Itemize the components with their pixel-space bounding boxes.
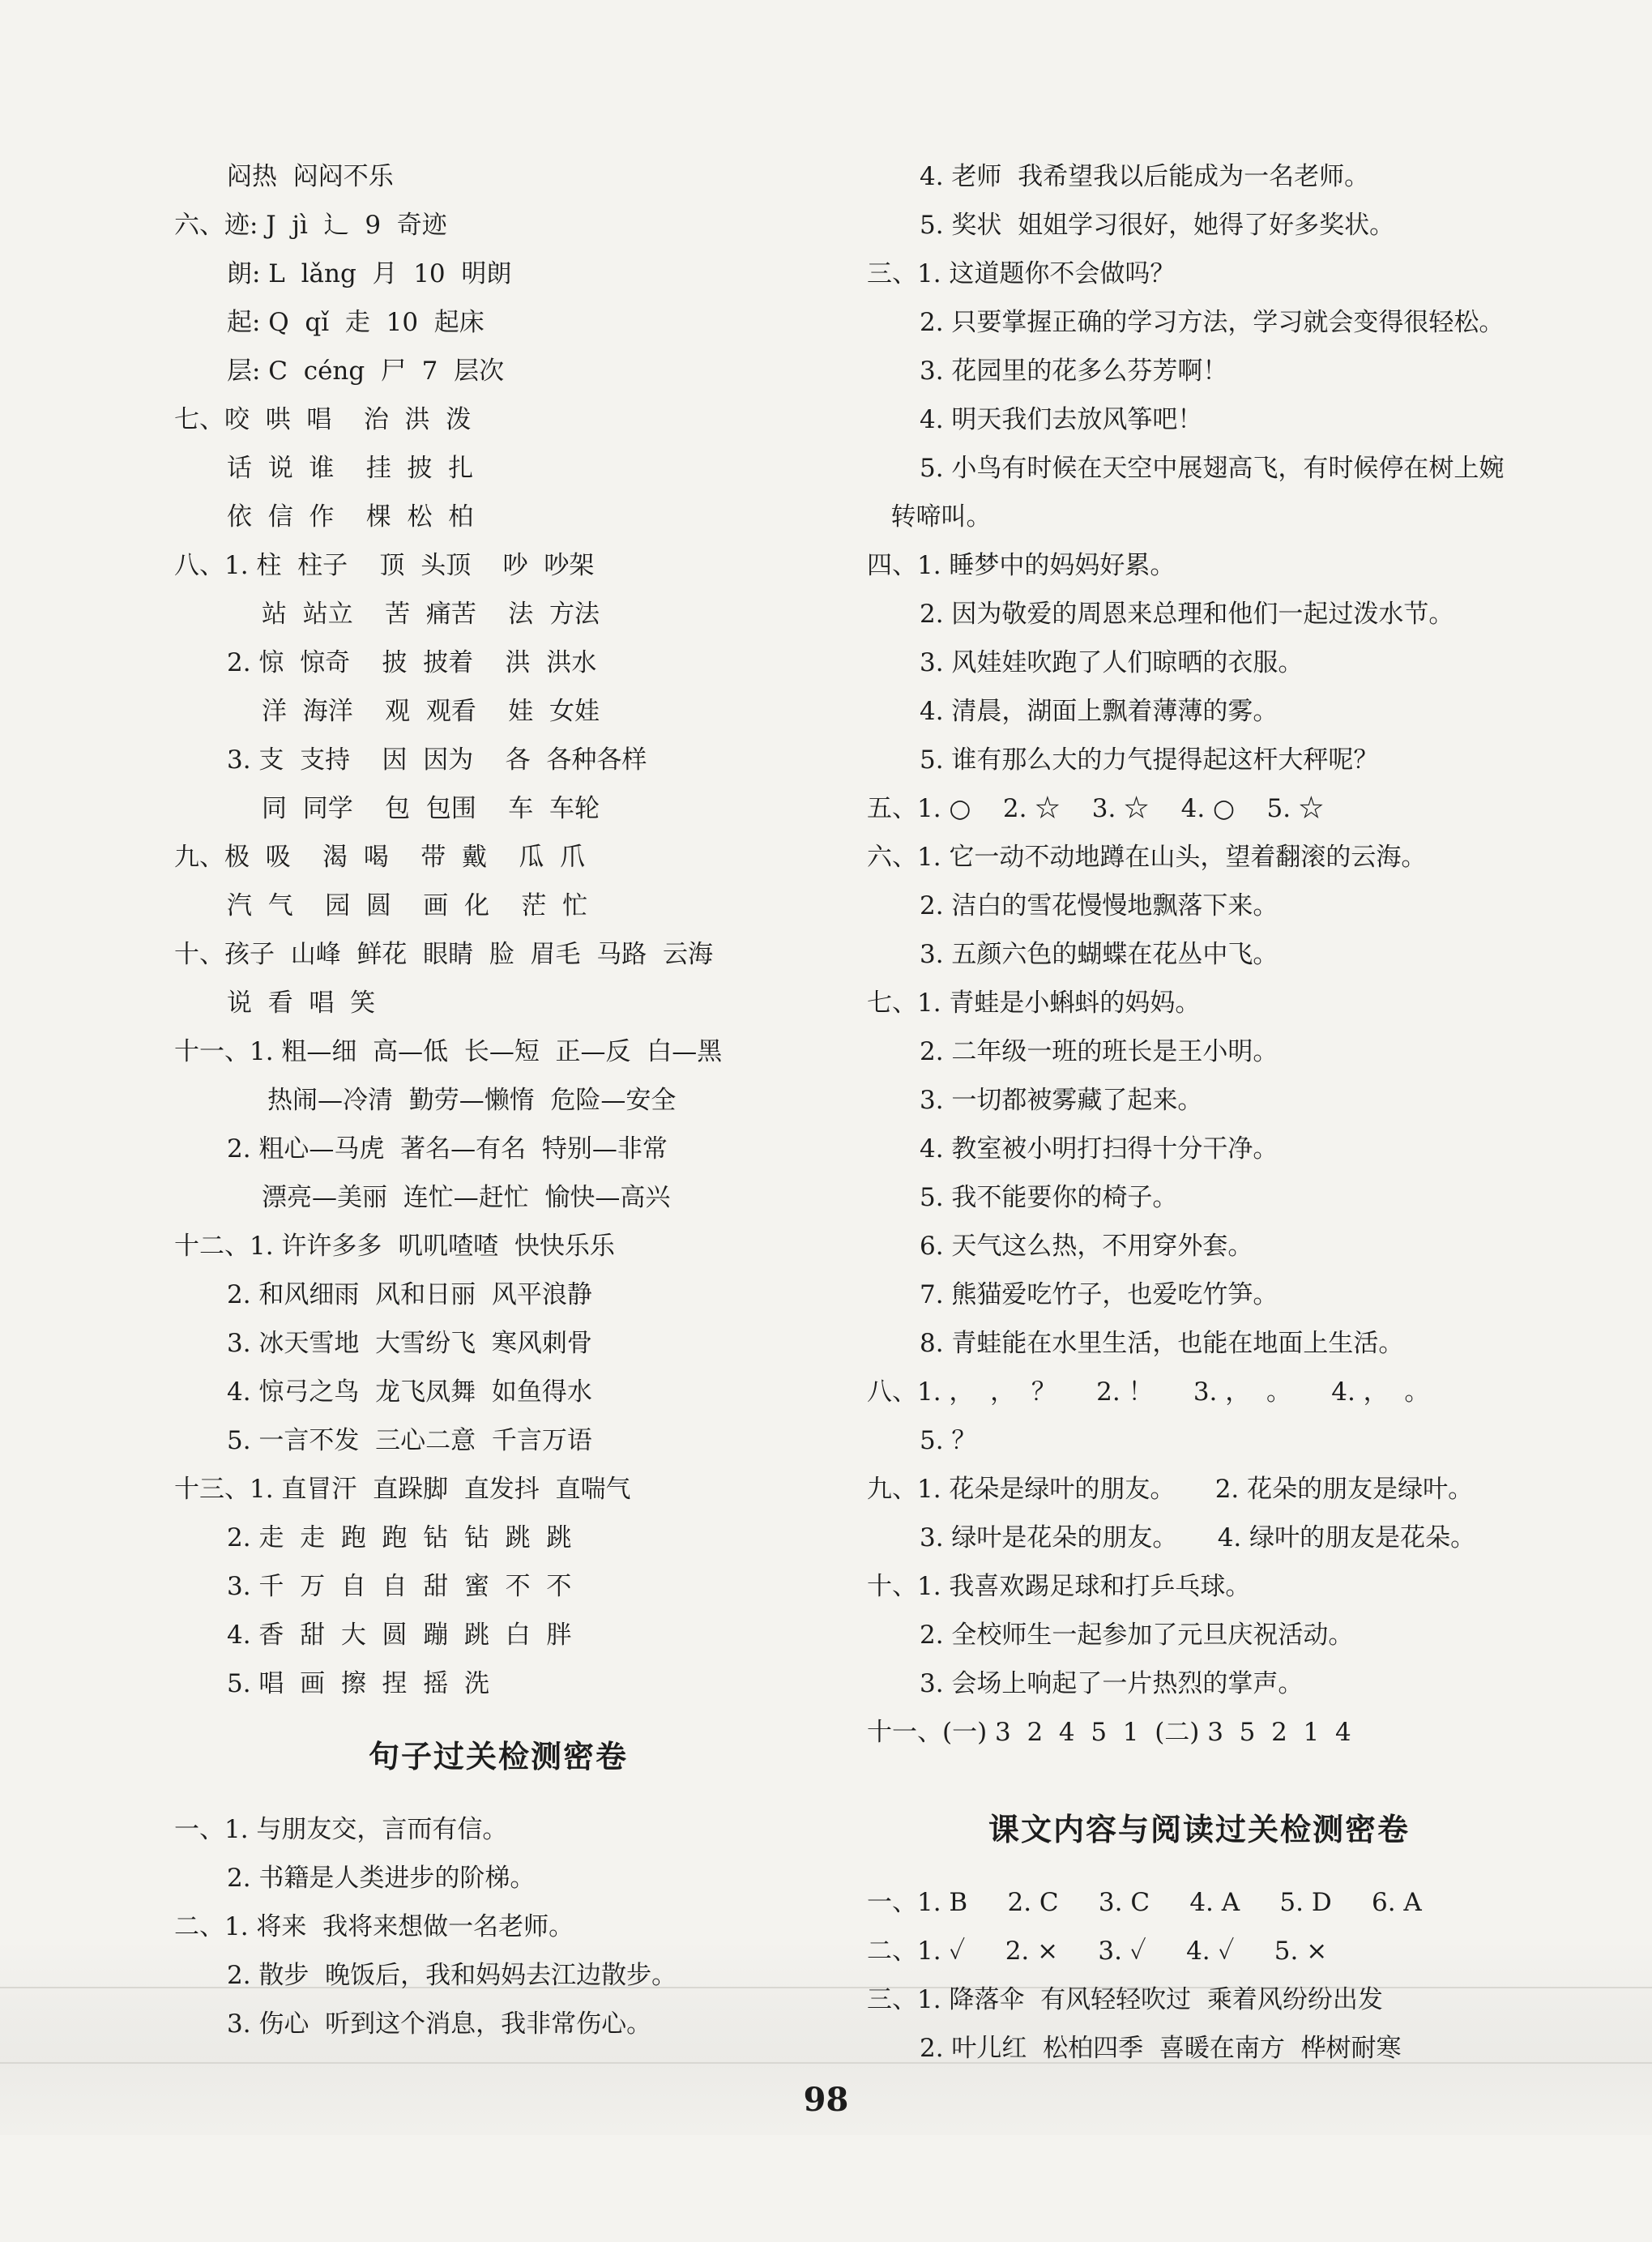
answer-line: 八、1. 柱 柱子 顶 头顶 吵 吵架 — [174, 551, 595, 580]
answer-line: 转啼叫。 — [867, 502, 992, 532]
left-column — [174, 152, 822, 2048]
answer-line: 2. 因为敬爱的周恩来总理和他们一起过泼水节。 — [920, 600, 1454, 629]
section-title-sentences: 句子过关检测密卷 — [368, 1739, 628, 1774]
page-number: 98 — [803, 2081, 849, 2119]
answer-line: 八、1. ， ， ？ 2. ！ 3. ， 。 4. ， 。 — [867, 1377, 1430, 1407]
answer-line: 4. 明天我们去放风筝吧！ — [920, 405, 1203, 434]
answer-line: 5. 唱 画 擦 捏 摇 洗 — [227, 1669, 489, 1698]
answer-line: 热闹—冷清 勤劳—懒惰 危险—安全 — [267, 1086, 677, 1115]
answer-line: 5. 小鸟有时候在天空中展翅高飞，有时候停在树上婉 — [920, 454, 1505, 483]
answer-line: 十一、1. 粗—细 高—低 长—短 正—反 白—黑 — [174, 1037, 723, 1066]
left-answer-lines — [174, 152, 822, 1708]
answer-line: 一、1. 与朋友交，言而有信。 — [174, 1815, 508, 1844]
answer-line: 2. 全校师生一起参加了元旦庆祝活动。 — [920, 1621, 1354, 1650]
answer-line: 2. 散步 晚饭后，我和妈妈去江边散步。 — [227, 1961, 677, 1990]
answer-line: 2. 书籍是人类进步的阶梯。 — [227, 1864, 536, 1893]
answer-line: 2. 洁白的雪花慢慢地飘落下来。 — [920, 891, 1278, 920]
answer-line: 5. 一言不发 三心二意 千言万语 — [227, 1426, 592, 1455]
answer-line: 洋 海洋 观 观看 娃 女娃 — [262, 697, 600, 726]
right-column — [867, 152, 1531, 2073]
answer-line: 5. ？ — [920, 1426, 977, 1455]
answer-line: 九、极 吸 渴 喝 带 戴 瓜 爪 — [174, 843, 586, 872]
answer-line: 汽 气 园 圆 画 化 茫 忙 — [227, 891, 588, 920]
answer-line: 5. 奖状 姐姐学习很好，她得了好多奖状。 — [920, 211, 1395, 240]
answer-line: 2. 二年级一班的班长是王小明。 — [920, 1037, 1278, 1066]
answer-line: 2. 只要掌握正确的学习方法，学习就会变得很轻松。 — [920, 308, 1505, 337]
answer-line: 十三、1. 直冒汗 直跺脚 直发抖 直喘气 — [174, 1475, 631, 1504]
answer-line: 十、孩子 山峰 鲜花 眼睛 脸 眉毛 马路 云海 — [174, 940, 713, 969]
answer-line: 朗: L lǎng 月 10 明朗 — [227, 259, 512, 288]
answer-line: 6. 天气这么热，不用穿外套。 — [920, 1232, 1253, 1261]
answer-line: 六、1. 它一动不动地蹲在山头，望着翻滚的云海。 — [867, 843, 1427, 872]
answer-line: 五、1. ○ 2. ☆ 3. ☆ 4. ○ 5. ☆ — [867, 794, 1324, 823]
answer-line: 4. 老师 我希望我以后能成为一名老师。 — [920, 162, 1370, 191]
answer-line: 2. 和风细雨 风和日丽 风平浪静 — [227, 1280, 592, 1309]
answer-line: 3. 冰天雪地 大雪纷飞 寒风刺骨 — [227, 1329, 592, 1358]
answer-line: 一、1. B 2. C 3. C 4. A 5. D 6. A — [867, 1888, 1422, 1917]
answer-line: 三、1. 降落伞 有风轻轻吹过 乘着风纷纷出发 — [867, 1985, 1383, 2014]
answer-line: 4. 教室被小明打扫得十分干净。 — [920, 1134, 1278, 1164]
answer-line: 二、1. 将来 我将来想做一名老师。 — [174, 1912, 574, 1941]
answer-line: 7. 熊猫爱吃竹子，也爱吃竹笋。 — [920, 1280, 1278, 1309]
answer-line: 3. 风娃娃吹跑了人们晾晒的衣服。 — [920, 648, 1304, 677]
right-answer-lines — [867, 152, 1531, 1757]
right-reading-answers — [867, 1878, 1531, 2073]
answer-line: 闷热 闷闷不乐 — [227, 162, 394, 191]
answer-line: 四、1. 睡梦中的妈妈好累。 — [867, 551, 1176, 580]
answer-line: 3. 五颜六色的蝴蝶在花丛中飞。 — [920, 940, 1278, 969]
answer-line: 5. 谁有那么大的力气提得起这杆大秤呢？ — [920, 745, 1379, 775]
answer-line: 3. 伤心 听到这个消息，我非常伤心。 — [227, 2009, 652, 2039]
answer-line: 4. 香 甜 大 圆 蹦 跳 白 胖 — [227, 1621, 572, 1650]
answer-line: 3. 绿叶是花朵的朋友。 4. 绿叶的朋友是花朵。 — [920, 1523, 1476, 1552]
answer-line: 2. 粗心—马虎 著名—有名 特别—非常 — [227, 1134, 668, 1164]
answer-line: 站 站立 苦 痛苦 法 方法 — [262, 600, 600, 629]
answer-line: 六、迹: J jì 辶 9 奇迹 — [174, 211, 447, 240]
answer-line: 起: Q qǐ 走 10 起床 — [227, 308, 485, 337]
answer-line: 漂亮—美丽 连忙—赶忙 愉快—高兴 — [262, 1183, 671, 1212]
answer-line: 层: C céng 尸 7 层次 — [227, 357, 505, 386]
answer-line: 3. 会场上响起了一片热烈的掌声。 — [920, 1669, 1304, 1698]
answer-line: 十一、(一) 3 2 4 5 1 (二) 3 5 2 1 4 — [867, 1718, 1351, 1747]
answer-line: 七、1. 青蛙是小蝌蚪的妈妈。 — [867, 989, 1201, 1018]
answer-line: 三、1. 这道题你不会做吗？ — [867, 259, 1176, 288]
answer-line: 话 说 谁 挂 披 扎 — [227, 454, 474, 483]
answer-line: 3. 支 支持 因 因为 各 各种各样 — [227, 745, 647, 775]
left-sentence-answers — [174, 1805, 822, 2048]
answer-line: 2. 叶儿红 松柏四季 喜暖在南方 桦树耐寒 — [920, 2034, 1402, 2063]
answer-line: 十、1. 我喜欢踢足球和打乒乓球。 — [867, 1572, 1251, 1601]
answer-line: 二、1. ✓ 2. × 3. ✓ 4. ✓ 5. × — [867, 1937, 1328, 1966]
answer-line: 8. 青蛙能在水里生活，也能在地面上生活。 — [920, 1329, 1404, 1358]
section-title-reading: 课文内容与阅读过关检测密卷 — [988, 1812, 1410, 1847]
answer-line: 3. 花园里的花多么芬芳啊！ — [920, 357, 1228, 386]
answer-line: 九、1. 花朵是绿叶的朋友。 2. 花朵的朋友是绿叶。 — [867, 1475, 1474, 1504]
answer-line: 3. 千 万 自 自 甜 蜜 不 不 — [227, 1572, 572, 1601]
answer-line: 4. 惊弓之鸟 龙飞凤舞 如鱼得水 — [227, 1377, 592, 1407]
answer-line: 说 看 唱 笑 — [227, 989, 376, 1018]
answer-line: 同 同学 包 包围 车 车轮 — [262, 794, 600, 823]
answer-line: 七、咬 哄 唱 治 洪 泼 — [174, 405, 472, 434]
answer-line: 3. 一切都被雾藏了起来。 — [920, 1086, 1203, 1115]
answer-line: 十二、1. 许许多多 叽叽喳喳 快快乐乐 — [174, 1232, 615, 1261]
answer-line: 2. 惊 惊奇 披 披着 洪 洪水 — [227, 648, 597, 677]
answer-line: 4. 清晨，湖面上飘着薄薄的雾。 — [920, 697, 1278, 726]
answer-line: 依 信 作 棵 松 柏 — [227, 502, 474, 532]
answer-line: 5. 我不能要你的椅子。 — [920, 1183, 1178, 1212]
answer-line: 2. 走 走 跑 跑 钻 钻 跳 跳 — [227, 1523, 572, 1552]
